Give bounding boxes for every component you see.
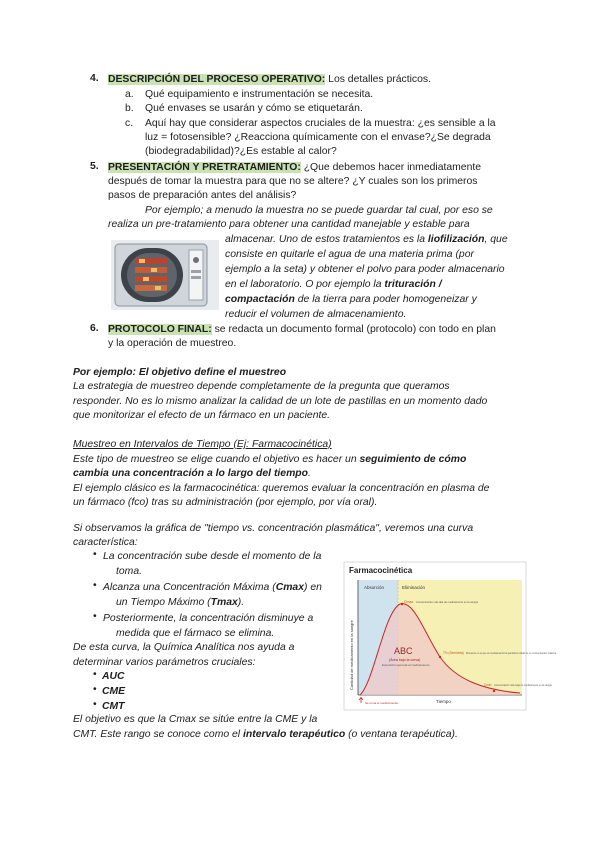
cmin-point	[493, 690, 495, 692]
phase-elimination-label: Eliminación	[402, 585, 426, 590]
paragraph-line: CMT. Este rango se conoce como el intervalo terapéutico (o ventana terapéutica).	[73, 729, 458, 740]
section-4-heading: DESCRIPCIÓN DEL PROCESO OPERATIVO:	[108, 74, 326, 85]
section-5-line: PRESENTACIÓN Y PRETRATAMIENTO: ¿Que debemos hacer inmediatamente	[108, 162, 482, 173]
example-line: consiste en quitarle el agua de una materia prima (por	[225, 249, 474, 260]
paragraph-line: La estrategia de muestreo depende completamente de la pregunta que queramos	[73, 381, 450, 392]
example-line: reducir el volumen de almacenamiento.	[225, 309, 407, 320]
paragraph-line: responder. No es lo mismo analizar la calidad de un lote de pastillas en un momento dado	[73, 396, 488, 407]
half-life-label: T½ (Semivida)	[443, 651, 464, 655]
bullet-text: toma.	[116, 566, 142, 577]
section-5-line: pasos de preparación antes del análisis?	[108, 190, 297, 201]
half-life-point	[439, 656, 441, 658]
param-item: CME	[102, 686, 126, 697]
section-6-line: y la operación de muestreo.	[108, 338, 237, 349]
list-item: luz = fotosensible? ¿Reacciona químicamente con el envase?¿Se degrada	[145, 132, 491, 143]
bullet-text: un Tiempo Máximo (Tmax).	[116, 597, 245, 608]
paragraph-line: un fármaco (fco) tras su administración (por ejemplo, por vía oral).	[73, 497, 378, 508]
paragraph-line: que monitorizar el efecto de un fármaco en un paciente.	[73, 410, 331, 421]
liofilizacion-term: liofilización	[427, 234, 485, 245]
list-marker: b.	[125, 103, 134, 114]
example-line: ejemplo a la seta) y obtener el polvo para poder almacenario	[225, 264, 505, 275]
paragraph-line: cambia una concentración a lo largo del tiempo.	[73, 468, 311, 479]
bullet-icon: •	[93, 611, 97, 622]
example-line: Por ejemplo; a menudo la muestra no se puede guardar tal cual, por eso se	[145, 205, 493, 216]
section-5-line: después de tomar la muestra para que no se altere? ¿Y cuales son los primeros	[108, 176, 478, 187]
compactacion-term: compactación	[225, 294, 295, 305]
example-line: realiza un pre-tratamiento para obtener una cantidad manejable y estable para	[108, 219, 470, 230]
chart-ylabel: Cantidad de medicamento en la sangre	[349, 620, 354, 690]
section-4-line	[108, 73, 431, 86]
param-item: AUC	[102, 671, 125, 682]
paragraph-line: El objetivo es que la Cmax se sitúe entre la CME y la	[73, 714, 318, 725]
bullet-icon: •	[93, 699, 97, 710]
list-item: Qué equipamiento e instrumentación se necesita.	[145, 89, 374, 100]
freeze-dryer-image	[111, 240, 219, 310]
bullet-icon: •	[93, 549, 97, 560]
abc-sub2-label: Exposición general al medicamento	[382, 663, 430, 667]
paragraph-line: De esta curva, la Química Analítica nos ayuda a	[73, 642, 295, 653]
muestreo-title: Muestreo en Intervalos de Tiempo (Ej: Farmacocinética)	[73, 439, 332, 450]
cmax-note: Concentración más alta de medicamento en la sangre	[416, 601, 479, 604]
chart-title: Farmacocinética	[349, 566, 413, 575]
abc-sub-label: (Área bajo la curva)	[389, 658, 421, 662]
example-line: almacenar. Uno de estos tratamientos es la liofilización, que	[225, 234, 508, 245]
list-item: Aquí hay que considerar aspectos cruciales de la muestra: ¿es sensible a la	[145, 118, 496, 129]
example-title: Por ejemplo: El objetivo define el muestreo	[73, 367, 287, 378]
pharmacokinetics-figure	[344, 562, 557, 710]
section-4-text: Los detalles prácticos.	[325, 74, 431, 85]
section-5-number: 5.	[90, 161, 99, 172]
section-6-number: 6.	[90, 323, 99, 334]
cmax-label: Cmax	[404, 600, 414, 604]
list-marker: a.	[125, 89, 134, 100]
bullet-icon: •	[93, 669, 97, 680]
list-item: (biodegradabilidad)?¿Es estable al calor?	[145, 146, 337, 157]
abc-label: ABC	[394, 646, 413, 656]
section-6-line: PROTOCOLO FINAL: se redacta un documento formal (protocolo) con todo en plan	[108, 324, 496, 335]
phase-absorption-label: Absorción	[364, 585, 385, 590]
example-line: compactación de la tierra para poder homogeneizar y	[225, 294, 477, 305]
paragraph-line: característica:	[73, 537, 138, 548]
cmax-point	[401, 603, 403, 605]
trituracion-term: trituración /	[384, 279, 442, 290]
dose-label: Se toma el medicamento	[365, 701, 399, 705]
cmin-note: Concentración más baja de medicamento en la sangre	[494, 684, 552, 687]
paragraph-line: El ejemplo clásico es la farmacocinética: queremos evaluar la concentración en plasma de	[73, 483, 490, 494]
paragraph-line: determinar varios parámetros cruciales:	[73, 657, 256, 668]
list-item: Qué envases se usarán y cómo se etiquetarán.	[145, 103, 363, 114]
half-life-note: Momento en el que el medicamento ha perdido la mitad de su concentración máxima	[466, 652, 557, 655]
list-marker: c.	[125, 118, 134, 129]
section-4-number: 4.	[90, 73, 99, 84]
param-item: CMT	[102, 701, 125, 712]
bullet-icon: •	[93, 684, 97, 695]
bullet-icon: •	[93, 580, 97, 591]
cmin-label: Cmin	[484, 683, 492, 687]
paragraph-line: Este tipo de muestreo se elige cuando el objetivo es hacer un seguimiento de cómo	[73, 454, 467, 465]
bullet-text: Alcanza una Concentración Máxima (Cmax) en	[103, 582, 322, 593]
bullet-text: Posteriormente, la concentración disminuye a	[103, 613, 314, 624]
section-6-heading: PROTOCOLO FINAL:	[108, 324, 212, 335]
bullet-text: La concentración sube desde el momento de la	[103, 551, 322, 562]
bullet-text: medida que el fármaco se elimina.	[116, 628, 275, 639]
chart-xlabel: Tiempo	[436, 699, 451, 704]
example-line: en el laboratorio. O por ejemplo la trituración /	[225, 279, 442, 290]
section-5-heading: PRESENTACIÓN Y PRETRATAMIENTO:	[108, 162, 301, 173]
paragraph-line: Si observamos la gráfica de "tiempo vs. concentración plasmática", veremos una curva	[73, 523, 474, 534]
